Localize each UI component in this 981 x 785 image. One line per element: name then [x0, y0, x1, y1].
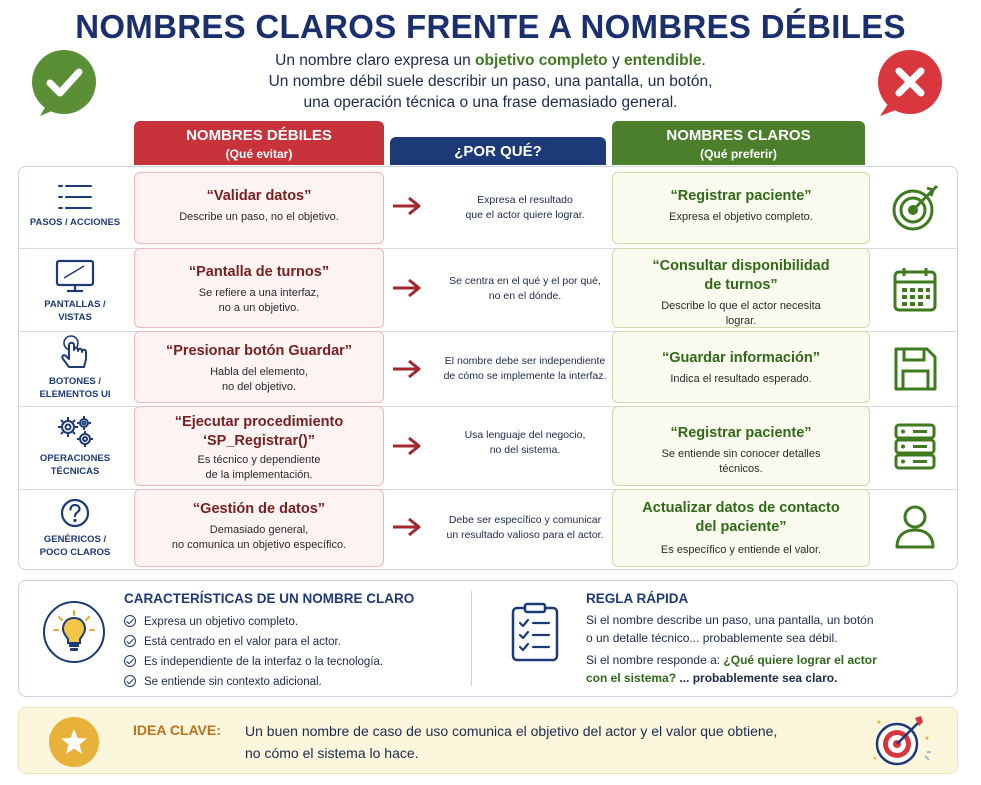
rule-text: ... probablemente sea claro.: [676, 671, 838, 685]
row-label-text: PANTALLAS /: [44, 299, 106, 310]
weak-name-title: “Validar datos”: [206, 188, 312, 204]
column-header-weak: [134, 121, 384, 165]
why-line: no del sistema.: [489, 444, 561, 456]
table-row: [19, 489, 957, 569]
subtitle-text: Un nombre claro expresa un: [275, 52, 476, 69]
server-icon: [889, 420, 941, 477]
panel-divider: [471, 591, 472, 686]
weak-name-description: [135, 453, 383, 483]
subtitle-text: y: [607, 52, 625, 69]
check-circle-icon: [124, 655, 136, 667]
question-icon: [59, 497, 91, 529]
weak-name-card: [134, 172, 384, 244]
subtitle-highlight: entendible: [624, 52, 702, 69]
weak-name-description: [135, 365, 383, 395]
column-subtitle: (Qué preferir): [700, 147, 777, 161]
rule-line: o un detalle técnico... probablemente sea débil.: [586, 631, 838, 645]
description-line: Se refiere a una interfaz,: [198, 287, 320, 299]
title-line: del paciente”: [695, 519, 787, 535]
row-label-text: ELEMENTOS UI: [39, 389, 111, 400]
why-line: El nombre debe ser independiente: [444, 355, 606, 367]
column-title: ¿POR QUÉ?: [454, 143, 542, 160]
check-circle-icon: [124, 675, 136, 687]
weak-name-card: [134, 248, 384, 328]
table-row: [19, 172, 957, 246]
clear-name-card: [612, 331, 870, 403]
weak-name-title: “Pantalla de turnos”: [188, 264, 330, 280]
table-row: [19, 248, 957, 330]
rule-line: Si el nombre describe un paso, una pantalla, un botón: [586, 613, 874, 627]
arrow-right-icon: [391, 517, 423, 537]
clear-name-description: Indica el resultado esperado.: [670, 373, 812, 385]
why-line: Usa lenguaje del negocio,: [464, 429, 586, 441]
why-line: Se centra en el qué y el por qué,: [449, 275, 601, 287]
row-label-text: TÉCNICAS: [50, 466, 100, 477]
rule-paragraph-2: [586, 651, 936, 687]
column-title: NOMBRES CLAROS: [666, 127, 811, 144]
list-item-text: Expresa un objetivo completo.: [144, 616, 299, 628]
save-disk-icon: [889, 343, 941, 400]
characteristics-title: CARACTERÍSTICAS DE UN NOMBRE CLARO: [124, 591, 415, 606]
column-header-why: [390, 137, 606, 165]
weak-name-card: [134, 489, 384, 567]
weak-name-description: [135, 523, 383, 553]
row-label-text: BOTONES /: [48, 376, 102, 387]
check-circle-icon: [124, 635, 136, 647]
row-label-text: POCO CLAROS: [39, 547, 111, 558]
row-label: [19, 258, 131, 324]
clear-name-title: “Registrar paciente”: [670, 425, 812, 441]
key-idea-line: Un buen nombre de caso de uso comunica el objetivo del actor y el valor que obtiene,: [245, 723, 778, 739]
description-line: de la implementación.: [205, 469, 313, 481]
key-idea-banner: [18, 707, 958, 774]
rule-paragraph-1: [586, 611, 926, 647]
check-circle-icon: [124, 615, 136, 627]
row-label: [19, 414, 131, 478]
rule-text: Si el nombre responde a:: [586, 653, 724, 667]
subtitle-highlight: objetivo completo: [475, 52, 608, 69]
gears-icon: [54, 414, 96, 448]
description-line: Habla del elemento,: [210, 366, 308, 378]
lightbulb-icon: [43, 601, 105, 663]
why-line: no en el dónde.: [488, 290, 562, 302]
row-label: [19, 333, 131, 401]
weak-name-description: Describe un paso, no el objetivo.: [179, 211, 339, 223]
why-text: [429, 428, 621, 458]
table-row: [19, 331, 957, 405]
clear-name-title: [613, 499, 869, 537]
key-idea-text: [245, 720, 845, 764]
column-subtitle: (Qué evitar): [225, 147, 293, 161]
weak-name-card: [134, 406, 384, 486]
title-line: ‘SP_Registrar()”: [202, 433, 315, 449]
weak-name-description: [135, 286, 383, 316]
description-line: no del objetivo.: [222, 381, 296, 393]
table-row: [19, 406, 957, 488]
target-icon: [889, 182, 941, 239]
clear-name-description: Expresa el objetivo completo.: [669, 211, 813, 223]
description-line: Se entiende sin conocer detalles: [661, 448, 821, 460]
description-line: no comunica un objetivo específico.: [171, 539, 347, 551]
star-icon: [49, 717, 99, 767]
clear-name-description: [613, 299, 869, 329]
rule-highlight: ¿Qué quiere lograr el actor: [723, 653, 877, 667]
title-line: Actualizar datos de contacto: [642, 500, 840, 516]
subtitle-line-1: [180, 50, 801, 71]
subtitle-line-3: una operación técnica o una frase demasiado general.: [303, 94, 678, 111]
pointer-hand-icon: [58, 333, 92, 371]
weak-name-title: “Gestión de datos”: [192, 501, 326, 517]
list-item: [124, 632, 383, 652]
row-label-text: PASOS / ACCIONES: [29, 217, 121, 228]
x-bubble-icon: [878, 50, 942, 114]
list-item: [124, 672, 383, 692]
key-idea-label: IDEA CLAVE:: [133, 722, 221, 738]
description-line: Es técnico y dependiente: [197, 454, 321, 466]
why-line: un resultado valioso para el actor.: [446, 529, 604, 541]
title-line: “Consultar disponibilidad: [652, 258, 830, 274]
rule-title: REGLA RÁPIDA: [586, 591, 689, 606]
calendar-icon: [889, 264, 941, 321]
summary-panel: [18, 580, 958, 697]
dart-target-icon: [867, 712, 937, 777]
clear-name-card: [612, 406, 870, 486]
description-line: lograr.: [725, 315, 757, 327]
list-item-text: Es independiente de la interfaz o la tecnología.: [144, 656, 384, 668]
arrow-right-icon: [391, 436, 423, 456]
why-text: [429, 354, 621, 384]
row-label-text: VISTAS: [58, 312, 92, 323]
subtitle-line-2: Un nombre débil suele describir un paso, una pantalla, un botón,: [268, 73, 713, 90]
arrow-right-icon: [391, 278, 423, 298]
column-header-clear: [612, 121, 865, 165]
page-title: NOMBRES CLAROS FRENTE A NOMBRES DÉBILES: [75, 8, 906, 45]
clear-name-title: [613, 257, 869, 295]
clipboard-checklist-icon: [507, 601, 563, 668]
row-label: [19, 182, 131, 229]
rule-highlight: con el sistema?: [586, 671, 677, 685]
page-subtitle: [180, 50, 801, 113]
monitor-icon: [54, 258, 96, 294]
row-label-text: GENÉRICOS /: [43, 534, 107, 545]
description-line: Demasiado general,: [209, 524, 309, 536]
subtitle-text: .: [701, 52, 706, 69]
arrow-right-icon: [391, 196, 423, 216]
why-line: Expresa el resultado: [477, 194, 573, 206]
title-line: “Ejecutar procedimiento: [174, 414, 344, 430]
why-line: de cómo se implemente la interfaz.: [443, 370, 607, 382]
list-item: [124, 612, 383, 632]
clear-name-title: “Guardar información”: [662, 350, 820, 366]
row-label-text: OPERACIONES: [39, 453, 111, 464]
clear-name-card: [612, 489, 870, 567]
column-title: NOMBRES DÉBILES: [186, 127, 332, 144]
weak-name-title: [135, 413, 383, 451]
row-label: [19, 497, 131, 559]
list-item: [124, 652, 383, 672]
title-line: de turnos”: [704, 277, 778, 293]
why-text: [429, 193, 621, 223]
list-item-text: Se entiende sin contexto adicional.: [144, 676, 322, 688]
why-text: [429, 274, 621, 304]
list-item-text: Está centrado en el valor para el actor.: [144, 636, 341, 648]
description-line: Describe lo que el actor necesita: [661, 300, 821, 312]
weak-name-title: “Presionar botón Guardar”: [165, 343, 353, 359]
arrow-right-icon: [391, 359, 423, 379]
description-line: no a un objetivo.: [218, 302, 300, 314]
clear-name-description: [613, 447, 869, 477]
key-idea-line: no cómo el sistema lo hace.: [245, 745, 419, 761]
list-icon: [55, 182, 95, 212]
why-line: Debe ser específico y comunicar: [448, 514, 602, 526]
user-icon: [889, 501, 941, 558]
clear-name-title: “Registrar paciente”: [670, 188, 812, 204]
clear-name-card: [612, 172, 870, 244]
clear-name-card: [612, 248, 870, 328]
check-bubble-icon: [32, 50, 96, 114]
description-line: técnicos.: [719, 463, 763, 475]
weak-name-card: [134, 331, 384, 403]
clear-name-description: Es específico y entiende el valor.: [660, 544, 822, 556]
characteristics-list: [124, 612, 383, 692]
why-line: que el actor quiere lograr.: [465, 209, 585, 221]
why-text: [429, 513, 621, 543]
